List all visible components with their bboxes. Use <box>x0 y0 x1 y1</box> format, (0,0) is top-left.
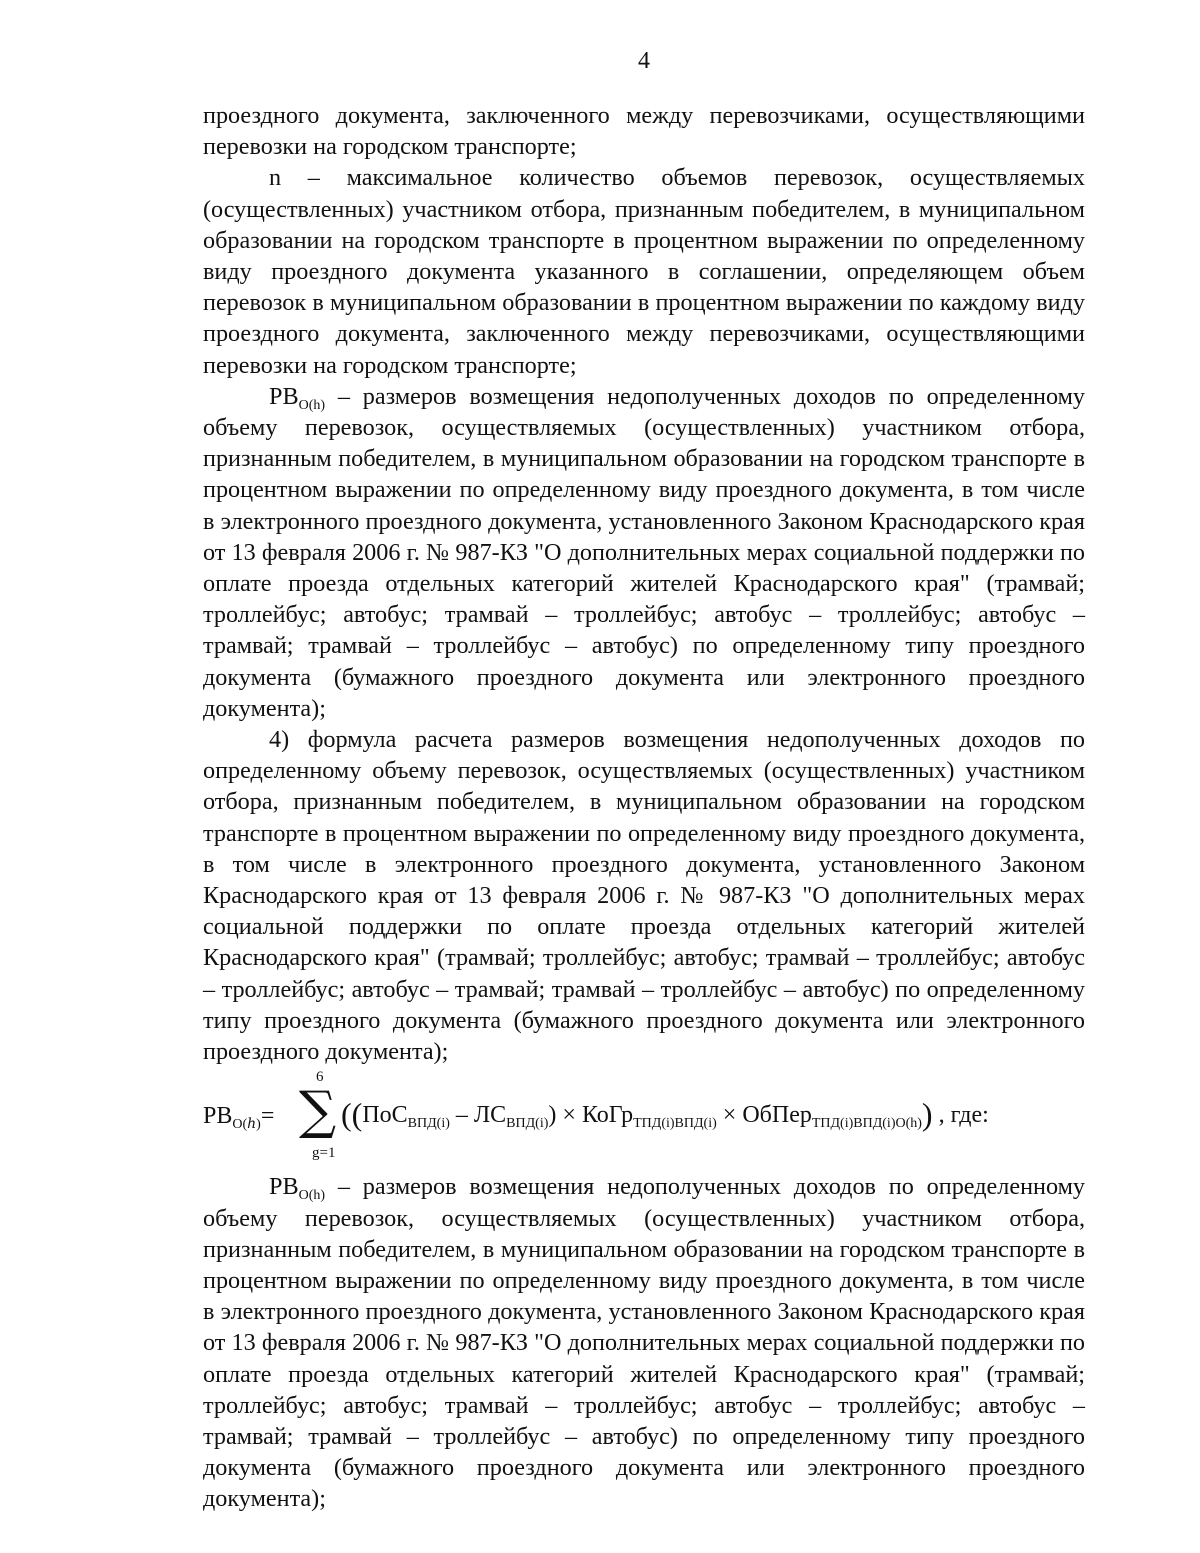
term-symbol: РВ <box>269 1173 299 1201</box>
paragraph-n-definition: n – максимальное количество объемов перевозок, осуществляемых (осуществленных) участником отбора, признанным победителем, в муниципальном образовании на городском транспорте в процентном выражении по определенному виду проездного документа указанного в соглашении, определяющем объем перевозок в муниципальном образовании в процентном выражении по каждому виду проездного документа, заключенного между перевозчиками, осуществляющими перевозки на городском транспорте; <box>203 164 1085 379</box>
paragraph-rv-definition <box>203 381 1085 724</box>
formula-body: ($(ПоС_{ВПД(i)} - ЛС_{ВПД(i)})$ × КоГр$_{ТПД(i)ВПД(i)}$ × ОбПер$_{ТПД(i)ВПД(i)O(h)}$) , где: <box>341 1096 989 1133</box>
paragraph-item-4: 4) формула расчета размеров возмещения недополученных доходов по определенному объему перевозок, осуществляемых (осуществленных) участником отбора, признанным победителем, в муниципальном образовании на городском транспорте в процентном выражении по определенному виду проездного документа, в том числе в электронного проездного документа, установленного Законом Краснодарского края от 13 февраля 2006 г. № 987-КЗ "О дополнительных мерах социальной поддержки по оплате проезда отдельных категорий жителей Краснодарского края" (трамвай; троллейбус; автобус; трамвай – троллейбус; автобус – троллейбус; автобус – трамвай; трамвай – троллейбус – автобус) по определенному типу проездного документа (бумажного проездного документа или электронного проездного документа); <box>203 726 1085 1066</box>
term-subscript: O(h) <box>298 1188 326 1204</box>
term-definition: – размеров возмещения недополученных доходов по определенному объему перевозок, осуществляемых (осуществленных) участником отбора, признанным победителем, в муниципальном образовании на городском транспорте в процентном выражении по определенному виду проездного документа, в том числе в электронного проездного документа, установленного Законом Краснодарского края от 13 февраля 2006 г. № 987-КЗ "О дополнительных мерах социальной поддержки по оплате проезда отдельных категорий жителей Краснодарского края" (трамвай; троллейбус; автобус; трамвай – троллейбус; автобус – троллейбус; автобус – трамвай; трамвай – троллейбус – автобус) по определенному типу проездного документа (бумажного проездного документа или электронного проездного документа); <box>203 382 1085 722</box>
page-number: 4 <box>638 48 650 74</box>
sum-sigma-symbol: ∑ <box>299 1081 337 1142</box>
term-subscript: O(h) <box>298 397 326 413</box>
paragraph-continuation: проездного документа, заключенного между перевозчиками, осуществляющими перевозки на городском транспорте; <box>203 102 1085 161</box>
sum-lower-limit: g=1 <box>312 1145 336 1162</box>
sum-upper-limit: 6 <box>316 1069 324 1086</box>
formula-lhs: $РВ_{O(ℎ)}=$ <box>203 1103 275 1133</box>
paragraph-rv-definition-2 <box>203 1171 1085 1514</box>
term-symbol: РВ <box>269 382 299 410</box>
term-definition: – размеров возмещения недополученных доходов по определенному объему перевозок, осуществляемых (осуществленных) участником отбора, признанным победителем, в муниципальном образовании на городском транспорте в процентном выражении по определенному виду проездного документа, в том числе в электронного проездного документа, установленного Законом Краснодарского края от 13 февраля 2006 г. № 987-КЗ "О дополнительных мерах социальной поддержки по оплате проезда отдельных категорий жителей Краснодарского края" (трамвай; троллейбус; автобус; трамвай – троллейбус; автобус – троллейбус; автобус – трамвай; трамвай – троллейбус – автобус) по определенному типу проездного документа (бумажного проездного документа или электронного проездного документа); <box>203 1173 1085 1513</box>
formula <box>203 1069 1085 1165</box>
body-text <box>203 100 1085 1515</box>
